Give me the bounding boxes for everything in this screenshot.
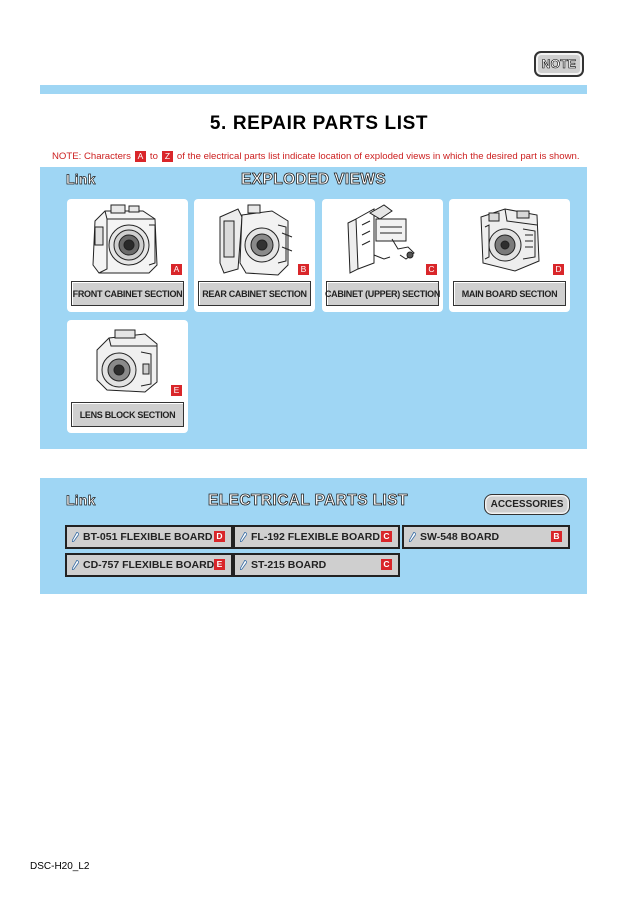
board-tag: C — [381, 531, 392, 542]
note-tag-to: Z — [162, 151, 173, 162]
exploded-card-rear-cabinet[interactable] — [194, 199, 315, 312]
accessories-button[interactable]: ACCESSORIES — [484, 494, 570, 515]
card-tag: B — [298, 264, 309, 275]
pencil-icon — [72, 532, 79, 542]
top-divider-bar — [40, 85, 587, 94]
note-to: to — [149, 151, 158, 162]
lens-block-icon — [85, 324, 171, 398]
board-button-bt-051[interactable] — [65, 525, 233, 549]
card-tag: A — [171, 264, 182, 275]
board-button-fl-192[interactable] — [233, 525, 400, 549]
lens-block-section-button[interactable]: LENS BLOCK SECTION — [71, 402, 184, 427]
card-tag: E — [171, 385, 182, 396]
note-button[interactable] — [534, 51, 584, 77]
board-button-st-215[interactable] — [233, 553, 400, 577]
note-suffix: of the electrical parts list indicate location of exploded views in which the desired part is shown. — [176, 151, 580, 162]
board-label: SW-548 BOARD — [420, 531, 500, 543]
footer-model-code: DSC-H20_L2 — [30, 861, 90, 872]
board-label: FL-192 FLEXIBLE BOARD — [251, 531, 380, 543]
electrical-parts-panel — [40, 478, 587, 594]
card-tag: C — [426, 264, 437, 275]
board-label: BT-051 FLEXIBLE BOARD — [83, 531, 213, 543]
rear-cabinet-section-button[interactable]: REAR CABINET SECTION — [198, 281, 311, 306]
board-tag: B — [551, 531, 562, 542]
main-board-icon — [467, 203, 553, 277]
note-tag-from: A — [135, 151, 146, 162]
camera-front-icon — [85, 203, 171, 277]
cabinet-upper-icon — [340, 203, 426, 277]
exploded-card-front-cabinet[interactable] — [67, 199, 188, 312]
exploded-views-title: EXPLODED VIEWS — [241, 171, 387, 188]
board-tag: E — [214, 559, 225, 570]
board-tag: C — [381, 559, 392, 570]
electrical-link-label[interactable]: Link — [66, 492, 96, 508]
page-title: 5. REPAIR PARTS LIST — [209, 113, 429, 134]
cabinet-upper-section-button[interactable]: CABINET (UPPER) SECTION — [326, 281, 439, 306]
pencil-icon — [240, 532, 247, 542]
board-button-cd-757[interactable] — [65, 553, 233, 577]
exploded-link-label[interactable]: Link — [66, 171, 96, 187]
board-label: CD-757 FLEXIBLE BOARD — [83, 559, 215, 571]
pencil-icon — [240, 560, 247, 570]
card-tag: D — [553, 264, 564, 275]
pencil-icon — [409, 532, 416, 542]
main-board-section-button[interactable]: MAIN BOARD SECTION — [453, 281, 566, 306]
note-button-label: NOTE — [541, 57, 577, 71]
board-tag: D — [214, 531, 225, 542]
pencil-icon — [72, 560, 79, 570]
board-button-sw-548[interactable] — [402, 525, 570, 549]
front-cabinet-section-button[interactable]: FRONT CABINET SECTION — [71, 281, 184, 306]
note-line — [52, 151, 580, 162]
exploded-views-panel — [40, 167, 587, 449]
board-label: ST-215 BOARD — [251, 559, 327, 571]
exploded-card-lens-block[interactable] — [67, 320, 188, 433]
camera-rear-icon — [212, 203, 298, 277]
note-prefix: NOTE: Characters — [52, 151, 131, 162]
exploded-card-main-board[interactable] — [449, 199, 570, 312]
exploded-card-cabinet-upper[interactable] — [322, 199, 443, 312]
electrical-parts-title: ELECTRICAL PARTS LIST — [208, 492, 408, 509]
